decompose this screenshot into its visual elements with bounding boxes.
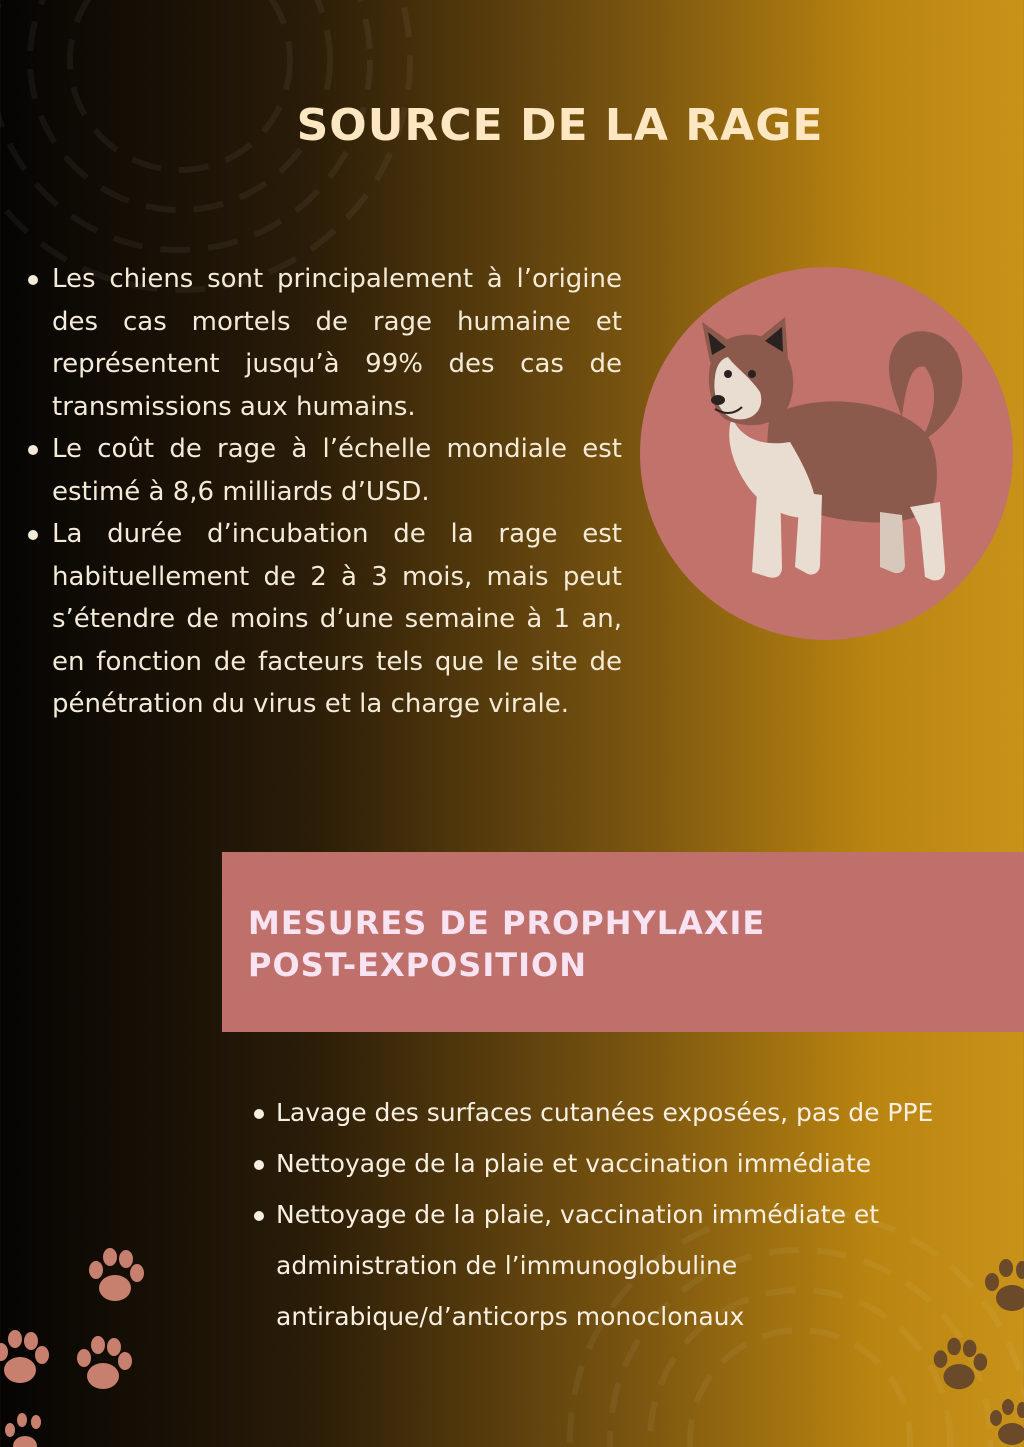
section-title [248,902,765,986]
paw-print-icon [80,1240,150,1310]
dog-illustration [640,267,1013,640]
list-item: Lavage des surfaces cutanées exposées, pas de PPE [250,1087,1020,1138]
list-item: Les chiens sont principalement à l’origine des cas mortels de rage humaine et représentent jusqu’à 99% des cas de transmissions aux humains. [22,258,622,428]
section-title-line: POST-EXPOSITION [248,946,587,984]
list-item: Nettoyage de la plaie et vaccination immédiate [250,1138,1020,1189]
paw-print-icon [0,1322,55,1392]
paw-print-icon [0,1408,50,1447]
section-title-line: MESURES DE PROPHYLAXIE [248,904,766,942]
list-item: Nettoyage de la plaie, vaccination immédiate et administration de l’immunoglobuline antirabique/d’anticorps monoclonaux [250,1189,1020,1342]
page-title: SOURCE DE LA RAGE [296,100,824,151]
prophylaxis-list [250,1087,1020,1342]
dog-image-circle [640,267,1013,640]
paw-print-icon [982,1256,1024,1316]
prophylaxis-banner [222,852,1024,1032]
list-item: La durée d’incubation de la rage est habituellement de 2 à 3 mois, mais peut s’étendre de moins d’une semaine à 1 an, en fonction de facteurs tels que le site de pénétration du virus et la charge virale. [22,513,622,726]
paw-print-icon [68,1328,138,1398]
list-item: Le coût de rage à l’échelle mondiale est estimé à 8,6 milliards d’USD. [22,428,622,513]
source-list [22,258,622,726]
paw-print-icon [988,1398,1024,1447]
paw-print-icon [925,1330,993,1398]
